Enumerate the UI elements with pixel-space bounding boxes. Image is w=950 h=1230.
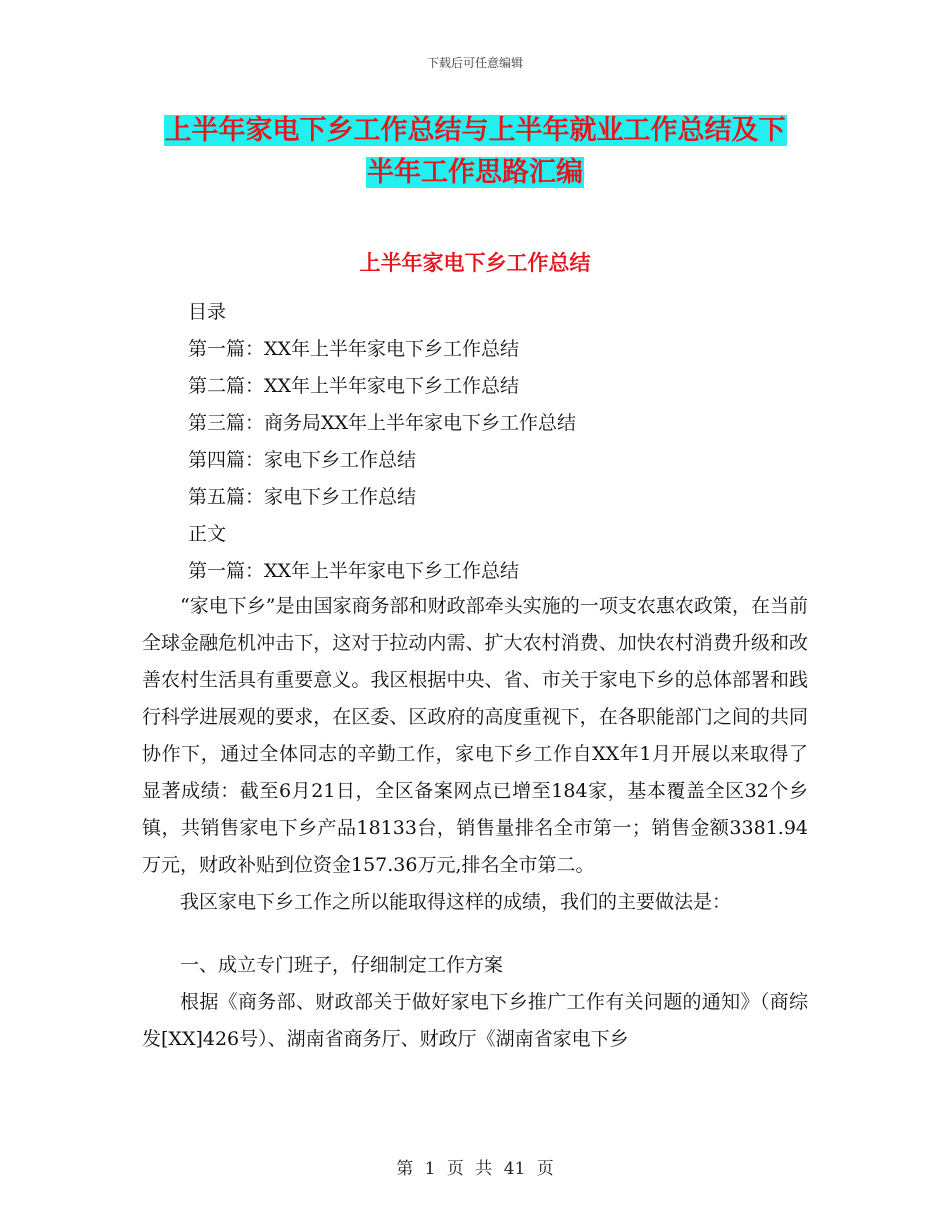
title-line-2: 半年工作思路汇编 (367, 157, 583, 188)
first-article-heading: 第一篇：XX年上半年家电下乡工作总结 (188, 560, 520, 582)
toc-item: 第三篇：商务局XX年上半年家电下乡工作总结 (188, 412, 577, 434)
table-of-contents (188, 294, 828, 590)
toc-item: 第五篇：家电下乡工作总结 (188, 486, 417, 508)
paragraph: 我区家电下乡工作之所以能取得这样的成绩，我们的主要做法是： (180, 891, 732, 913)
document-title (140, 110, 810, 194)
toc-label: 目录 (188, 301, 227, 323)
toc-item: 第四篇：家电下乡工作总结 (188, 449, 417, 471)
body-label: 正文 (188, 523, 227, 545)
toc-item: 第二篇：XX年上半年家电下乡工作总结 (188, 375, 520, 397)
body-text (142, 588, 808, 1058)
section-title: 上半年家电下乡工作总结 (359, 251, 591, 275)
title-line-1: 上半年家电下乡工作总结与上半年就业工作总结及下 (164, 115, 786, 146)
header-note: 下载后可任意编辑 (426, 56, 523, 70)
paragraph: “家电下乡”是由国家商务部和财政部牵头实施的一项支农惠农政策，在当前全球金融危机冲击下，这对于拉动内需、扩大农村消费、加快农村消费升级和改善农村生活具有重要意义。我区根据中央、省、市关于家电下乡的总体部署和践行科学进展观的要求，在区委、区政府的高度重视下，在各职能部门之间的共同协作下，通过全体同志的辛勤工作，家电下乡工作自XX年1月开展以来取得了显著成绩：截至6月21日，全区备案网点已增至184家，基本覆盖全区32个乡镇，共销售家电下乡产品18133台，销售量排名全市第一；销售金额3381.94万元，财政补贴到位资金157.36万元,排名全市第二。 (142, 595, 808, 876)
paragraph: 根据《商务部、财政部关于做好家电下乡推广工作有关问题的通知》（商综发[XX]426号）、湖南省商务厅、财政厅《湖南省家电下乡 (142, 991, 808, 1050)
page-number: 第 1 页 共 41 页 (396, 1159, 554, 1179)
subsection-heading: 一、成立专门班子，仔细制定工作方案 (180, 954, 504, 976)
toc-item: 第一篇：XX年上半年家电下乡工作总结 (188, 338, 520, 360)
